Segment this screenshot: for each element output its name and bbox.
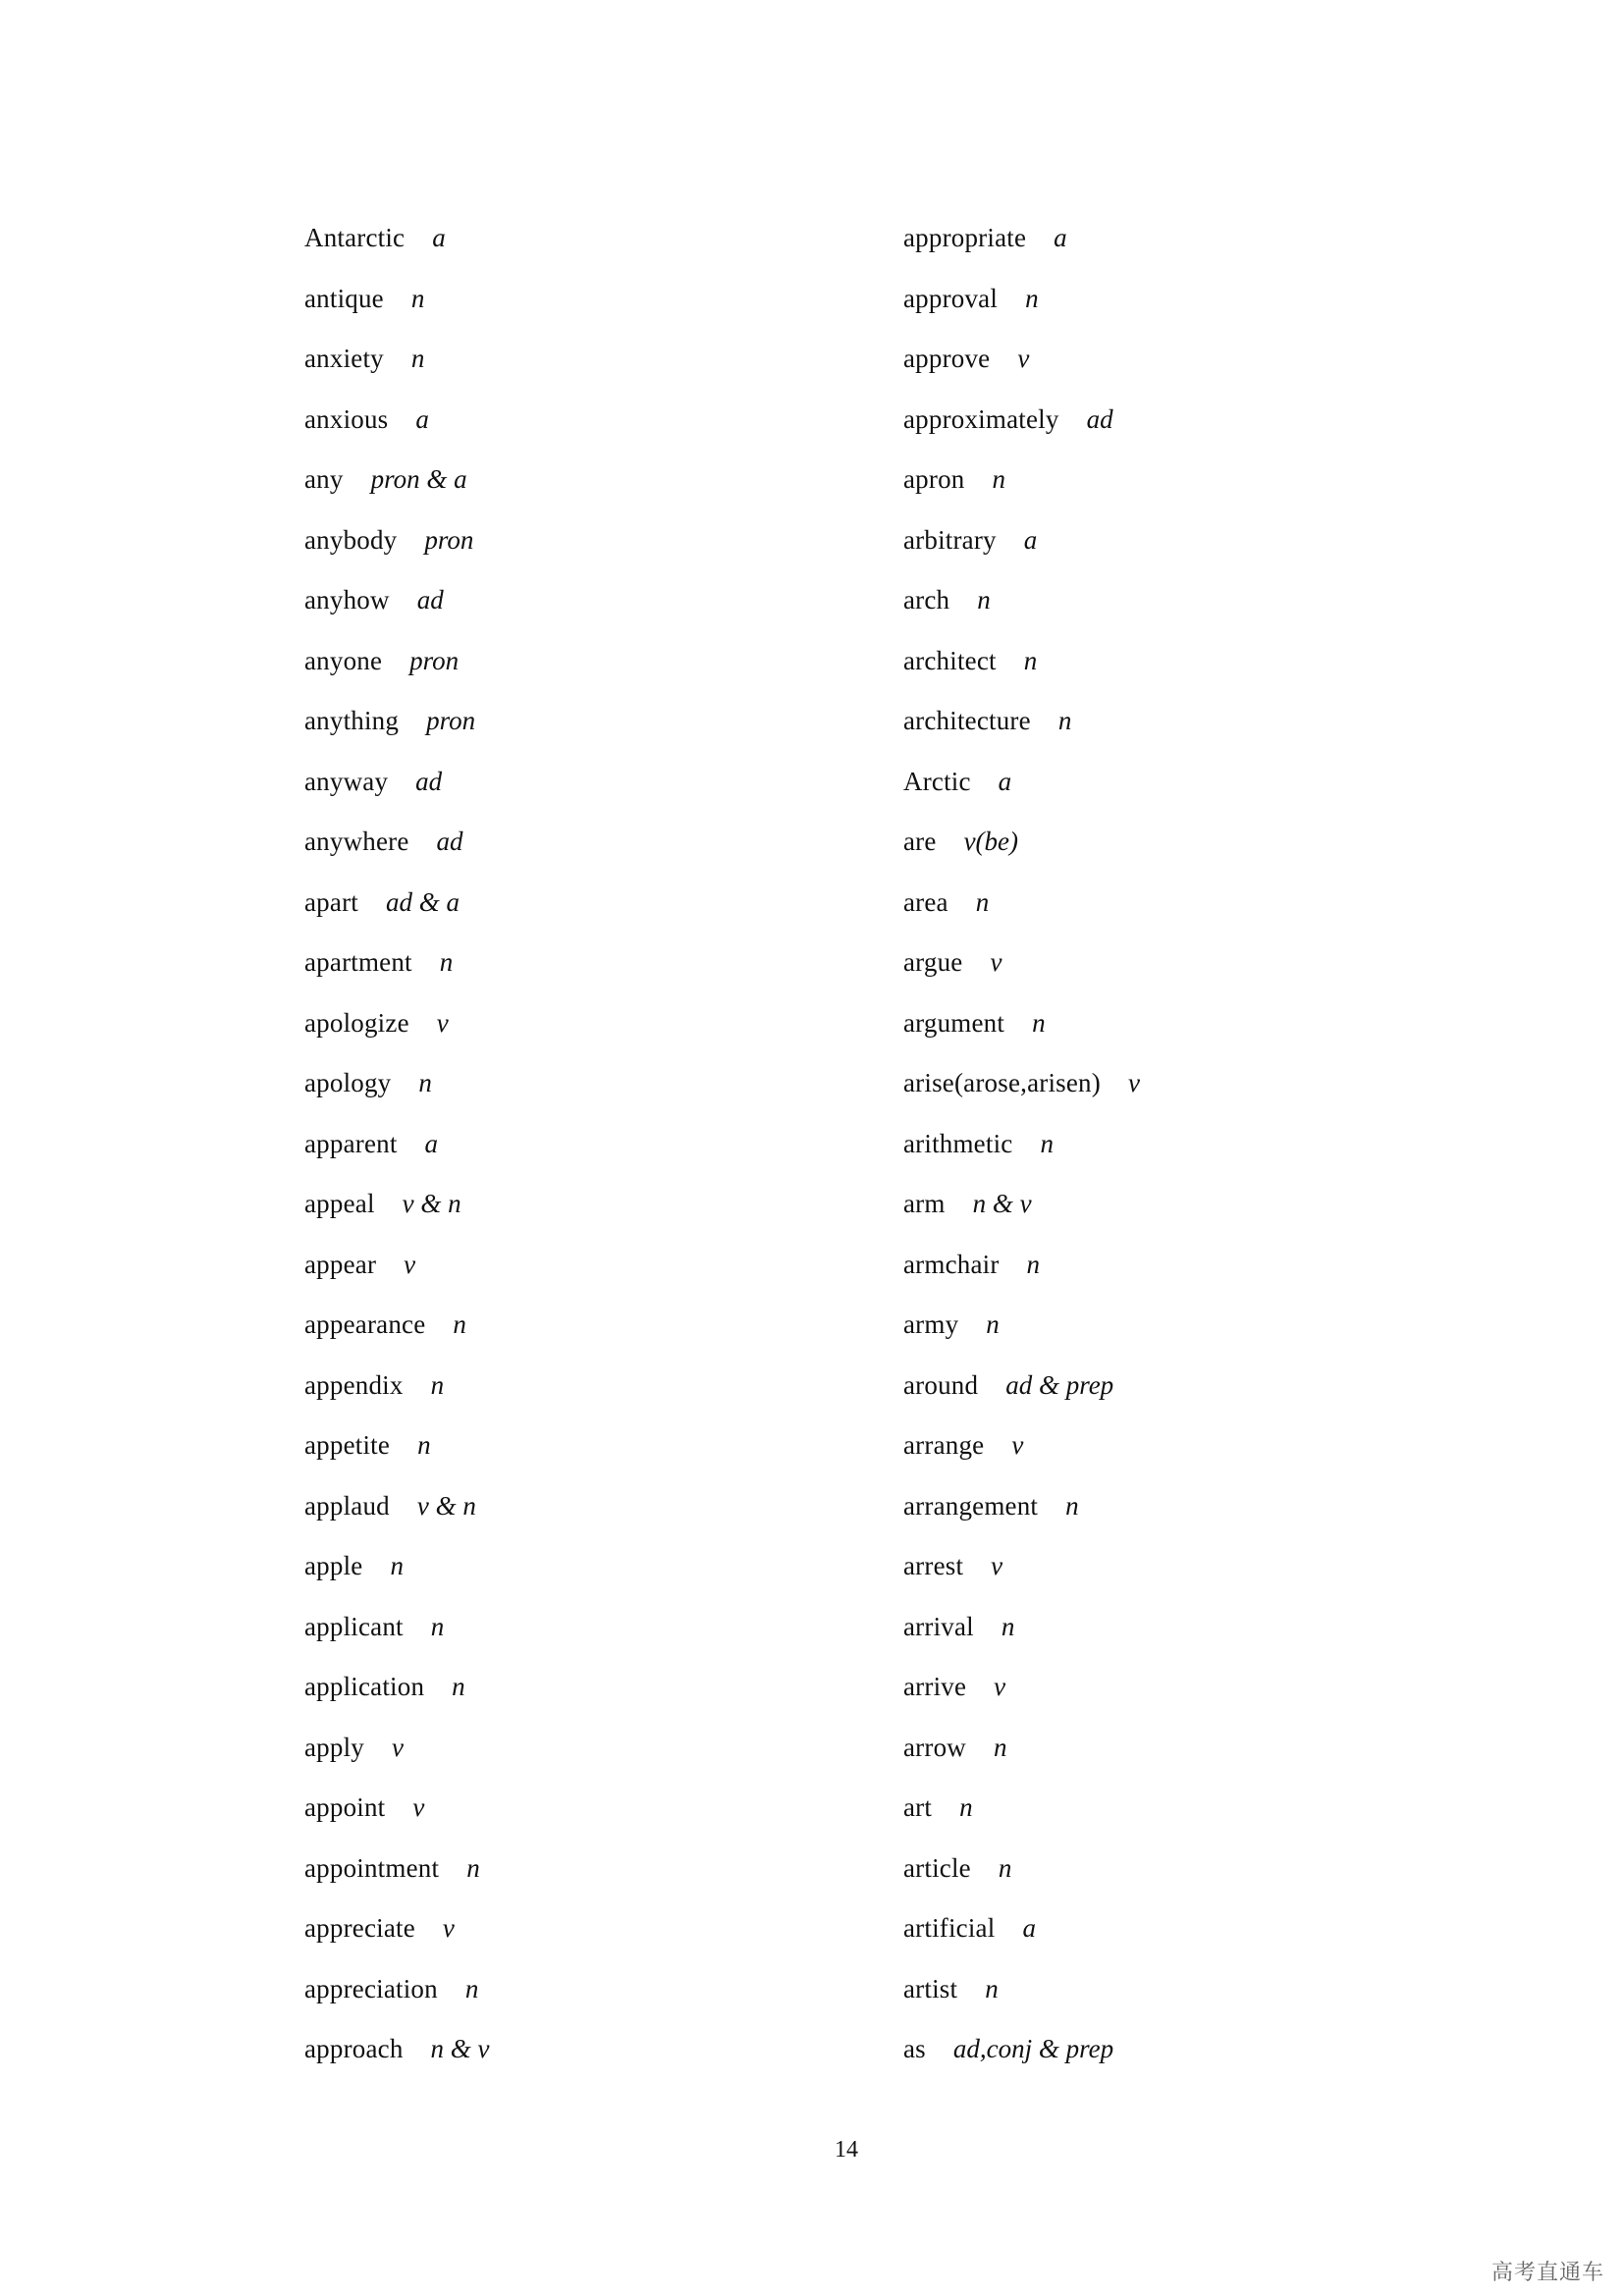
entry-part-of-speech: pron [426,706,476,735]
vocabulary-entry [304,580,854,641]
entry-word: anxiety [304,344,384,373]
vocabulary-entry [304,1908,854,1969]
vocabulary-entry [903,641,1453,702]
entry-word: applaud [304,1490,390,1521]
entry-word: area [903,886,948,917]
entry-part-of-speech: v [994,1672,1006,1701]
vocabulary-entry [304,762,854,823]
entry-part-of-speech: ad [415,766,443,796]
entry-part-of-speech: n [998,1852,1012,1883]
entry-word: applicant [304,1611,404,1641]
vocabulary-entry [304,339,854,400]
vocabulary-entry [903,520,1453,581]
entry-word: any [304,464,344,494]
entry-word: arrangement [903,1490,1039,1521]
entry-part-of-speech: a [998,766,1012,796]
entry-word: approach [304,2034,404,2063]
vocabulary-entry [304,1425,854,1486]
vocabulary-entry [304,2029,854,2090]
vocabulary-entry [304,400,854,460]
entry-part-of-speech: n [417,1430,431,1460]
entry-word: appeal [304,1189,375,1218]
entry-part-of-speech: ad,conj & prep [952,2034,1114,2063]
watermark-logo: 高考直通车 [1490,2261,1604,2285]
entry-part-of-speech: n [390,1551,404,1580]
vocabulary-entry [903,400,1453,460]
entry-part-of-speech: n [1001,1611,1015,1641]
entry-word: arrival [903,1611,974,1641]
entry-part-of-speech: ad & a [385,886,460,917]
vocabulary-entry [304,1848,854,1909]
entry-word: apologize [304,1007,409,1038]
entry-part-of-speech: v [990,947,1002,977]
entry-word: anyhow [304,585,390,614]
entry-part-of-speech: v [1011,1430,1024,1460]
vocabulary-entry [903,1546,1453,1607]
vocabulary-entry [903,1969,1453,2030]
vocabulary-entry [903,339,1453,400]
entry-word: approximately [903,403,1059,434]
vocabulary-entry [903,1184,1453,1245]
vocabulary-entry [304,701,854,762]
entry-word: arithmetic [903,1128,1013,1158]
entry-word: appropriate [903,223,1027,252]
entry-word: apology [304,1068,392,1097]
vocabulary-entry [903,701,1453,762]
entry-part-of-speech: v [991,1551,1003,1580]
vocabulary-entry [903,218,1453,279]
entry-part-of-speech: a [415,403,429,434]
vocabulary-entry [304,218,854,279]
entry-part-of-speech: v [412,1792,425,1822]
entry-part-of-speech: n [1065,1490,1079,1521]
vocabulary-column-left [304,218,854,2090]
entry-part-of-speech: v & n [402,1189,461,1218]
vocabulary-entry [304,1063,854,1124]
entry-word: apron [903,464,965,494]
vocabulary-entry [903,1788,1453,1848]
entry-word: argument [903,1007,1005,1038]
entry-part-of-speech: v [442,1913,455,1943]
vocabulary-entry [304,1667,854,1728]
entry-part-of-speech: v [1017,344,1030,373]
entry-word: are [903,827,937,856]
entry-part-of-speech: n [993,1732,1007,1762]
vocabulary-entry [903,1124,1453,1185]
entry-part-of-speech: n [1026,1249,1041,1279]
entry-part-of-speech: n [992,464,1005,494]
entry-word: anybody [304,524,398,555]
entry-part-of-speech: pron [424,524,474,555]
entry-word: as [903,2034,926,2063]
entry-word: anxious [304,403,389,434]
vocabulary-entry [903,1063,1453,1124]
entry-word: Arctic [903,766,971,796]
entry-part-of-speech: ad [436,827,463,856]
vocabulary-entry [304,942,854,1003]
entry-part-of-speech: n [453,1309,466,1339]
vocabulary-entry [304,1728,854,1789]
vocabulary-entry [903,1667,1453,1728]
vocabulary-entry [304,1486,854,1547]
entry-word: around [903,1369,979,1400]
vocabulary-entry [304,1788,854,1848]
entry-part-of-speech: n [1032,1007,1046,1038]
entry-word: anyway [304,766,389,796]
vocabulary-entry [903,1728,1453,1789]
entry-word: architect [903,645,997,675]
entry-word: antique [304,283,384,313]
entry-part-of-speech: v [392,1732,404,1762]
vocabulary-entry [304,1003,854,1064]
entry-word: appearance [304,1309,426,1339]
entry-part-of-speech: ad [416,585,444,614]
entry-part-of-speech: n [439,947,454,977]
entry-part-of-speech: pron [409,645,460,675]
vocabulary-entry [304,1245,854,1306]
entry-part-of-speech: v [404,1249,416,1279]
entry-part-of-speech: a [1054,223,1067,252]
entry-word: arbitrary [903,524,997,555]
entry-word: army [903,1309,959,1339]
vocabulary-entry [304,1305,854,1365]
entry-word: apart [304,886,358,917]
entry-part-of-speech: n [430,1369,445,1400]
vocabulary-entry [903,1425,1453,1486]
entry-part-of-speech: a [424,1128,439,1158]
vocabulary-entry [304,459,854,520]
entry-word: armchair [903,1249,1000,1279]
vocabulary-entry [903,1365,1453,1426]
vocabulary-entry [304,822,854,882]
entry-word: anything [304,706,400,735]
entry-part-of-speech: v [436,1007,449,1038]
entry-word: anywhere [304,827,409,856]
entry-word: appointment [304,1852,440,1883]
page-number: 14 [835,2137,858,2163]
vocabulary-entry [903,882,1453,943]
entry-word: architecture [903,706,1031,735]
vocabulary-entry [903,1486,1453,1547]
entry-word: arch [903,585,950,614]
vocabulary-entry [903,2029,1453,2090]
entry-word: appoint [304,1792,386,1822]
entry-word: arrange [903,1430,985,1460]
entry-word: arm [903,1189,946,1218]
vocabulary-entry [304,1546,854,1607]
vocabulary-entry [903,822,1453,882]
entry-word: argue [903,947,963,977]
entry-part-of-speech: n [1057,706,1072,735]
entry-word: Antarctic [304,223,406,252]
entry-part-of-speech: n [410,344,425,373]
entry-part-of-speech: a [432,223,446,252]
vocabulary-entry [903,1848,1453,1909]
vocabulary-entry [304,279,854,340]
vocabulary-entry [903,1305,1453,1365]
vocabulary-entry [304,1365,854,1426]
vocabulary-entry [903,942,1453,1003]
vocabulary-entry [903,459,1453,520]
vocabulary-entry [903,580,1453,641]
entry-part-of-speech: ad [1086,403,1113,434]
vocabulary-entry [903,1245,1453,1306]
entry-word: apple [304,1551,363,1580]
vocabulary-entry [903,1607,1453,1668]
entry-part-of-speech: n [1040,1128,1054,1158]
vocabulary-entry [304,641,854,702]
entry-part-of-speech: v [1127,1068,1140,1097]
entry-word: arise(arose,arisen) [903,1068,1101,1097]
entry-word: artificial [903,1913,996,1943]
entry-part-of-speech: n [464,1973,479,2003]
entry-word: approve [903,344,991,373]
vocabulary-entry [903,279,1453,340]
entry-part-of-speech: n [985,1973,999,2003]
entry-part-of-speech: n [1025,283,1039,313]
entry-part-of-speech: n [466,1852,480,1883]
entry-word: art [903,1792,933,1822]
entry-part-of-speech: a [1023,524,1038,555]
vocabulary-column-right [903,218,1453,2090]
vocabulary-entry [304,1969,854,2030]
vocabulary-entry [304,1184,854,1245]
entry-part-of-speech: n [418,1068,432,1097]
entry-word: appreciation [304,1973,438,2003]
entry-word: arrow [903,1732,966,1762]
entry-part-of-speech: n & v [430,2034,490,2063]
entry-word: arrest [903,1551,964,1580]
entry-part-of-speech: n [975,886,990,917]
entry-part-of-speech: n & v [972,1189,1032,1218]
entry-part-of-speech: n [986,1309,1000,1339]
vocabulary-entry [304,520,854,581]
vocabulary-entry [304,1124,854,1185]
entry-part-of-speech: a [1022,1913,1036,1943]
entry-part-of-speech: n [410,283,425,313]
entry-word: application [304,1672,425,1701]
entry-part-of-speech: pron & a [370,464,467,494]
entry-part-of-speech: n [430,1611,445,1641]
vocabulary-entry [903,1003,1453,1064]
entry-word: arrive [903,1672,967,1701]
entry-word: approval [903,283,999,313]
entry-word: apply [304,1732,364,1762]
entry-word: article [903,1852,971,1883]
vocabulary-entry [304,1607,854,1668]
entry-word: anyone [304,645,383,675]
entry-word: apparent [304,1128,398,1158]
entry-part-of-speech: ad & prep [1005,1369,1114,1400]
entry-word: appendix [304,1369,404,1400]
entry-word: appear [304,1249,377,1279]
entry-part-of-speech: n [959,1792,973,1822]
entry-word: appetite [304,1430,391,1460]
entry-word: appreciate [304,1913,415,1943]
vocabulary-entry [304,882,854,943]
entry-part-of-speech: n [977,585,991,614]
entry-part-of-speech: n [452,1672,465,1701]
entry-part-of-speech: v & n [416,1490,476,1521]
entry-part-of-speech: n [1023,645,1038,675]
vocabulary-entry [903,762,1453,823]
entry-part-of-speech: v(be) [963,827,1019,856]
vocabulary-entry [903,1908,1453,1969]
entry-word: artist [903,1973,958,2003]
entry-word: apartment [304,947,412,977]
